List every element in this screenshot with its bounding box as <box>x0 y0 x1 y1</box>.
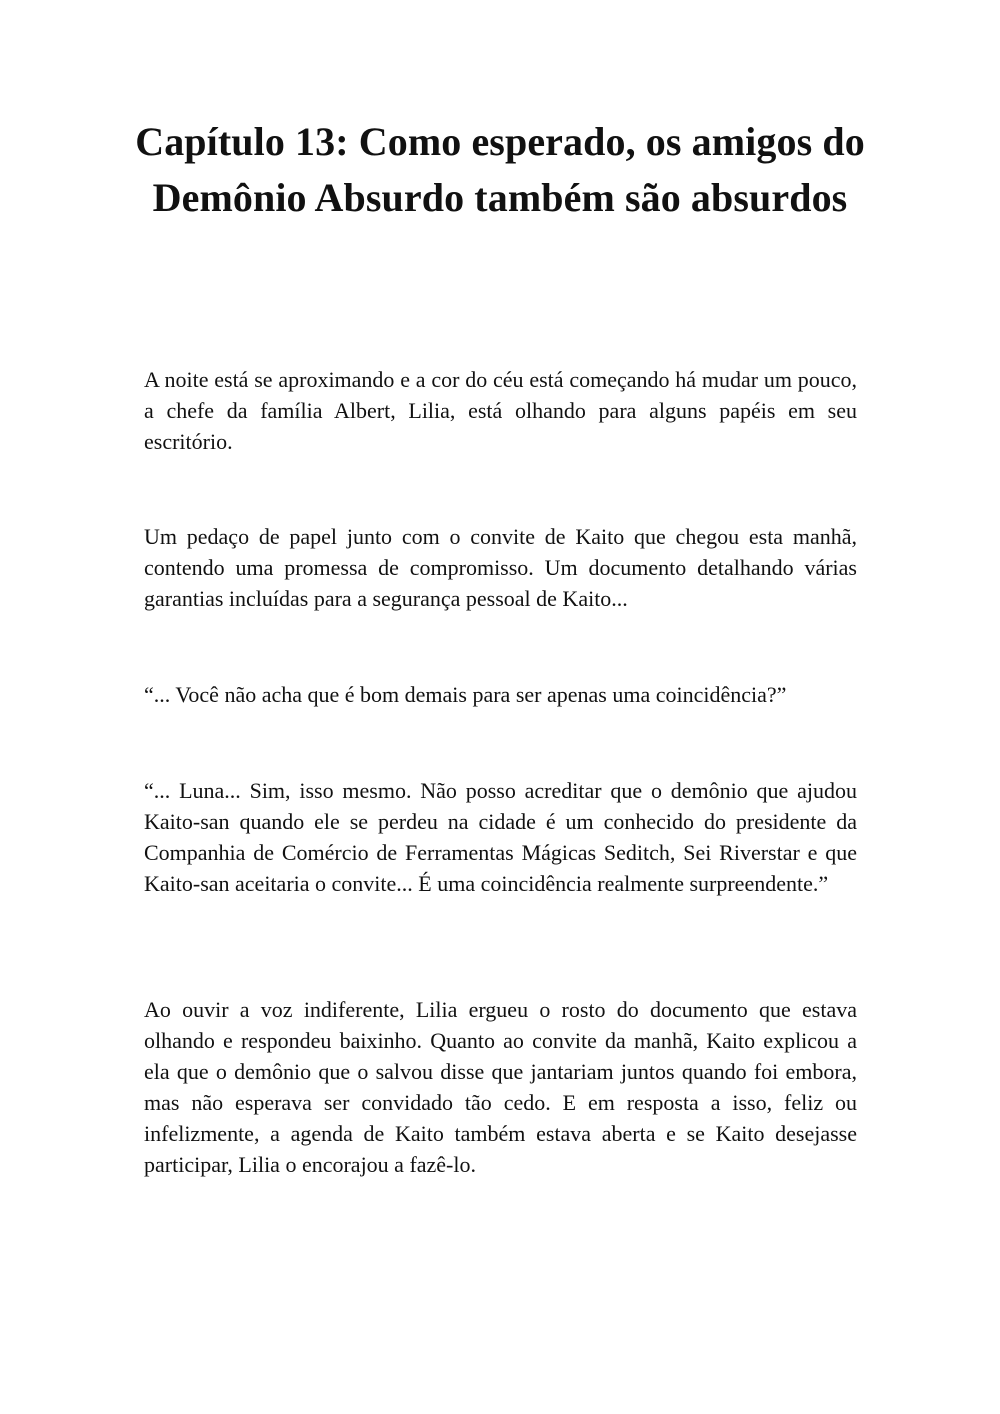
paragraph-1: A noite está se aproximando e a cor do céu está começando há mudar um pouco, a chefe da família Albert, Lilia, está olhando para alguns papéis em seu escritório. <box>144 367 857 454</box>
paragraph-5: Ao ouvir a voz indiferente, Lilia ergueu o rosto do documento que estava olhando e respondeu baixinho. Quanto ao convite da manhã, Kaito explicou a ela que o demônio que o salvou disse que jantariam juntos quando foi embora, mas não esperava ser convidado tão cedo. E em resposta a isso, feliz ou infelizmente, a agenda de Kaito também estava aberta e se Kaito desejasse participar, Lilia o encorajou a fazê-lo. <box>144 997 857 1177</box>
paragraph-4: “... Luna... Sim, isso mesmo. Não posso acreditar que o demônio que ajudou Kaito-san quando ele se perdeu na cidade é um conhecido do presidente da Companhia de Comércio de Ferramentas Mágicas Seditch, Sei Riverstar e que Kaito-san aceitaria o convite... É uma coincidência realmente surpreendente.” <box>144 778 857 896</box>
paragraph-3: “... Você não acha que é bom demais para ser apenas uma coincidência?” <box>144 682 787 707</box>
paragraph-2: Um pedaço de papel junto com o convite de Kaito que chegou esta manhã, contendo uma promessa de compromisso. Um documento detalhando várias garantias incluídas para a segurança pessoal de Kaito... <box>144 524 857 611</box>
chapter-title: Capítulo 13: Como esperado, os amigos do Demônio Absurdo também são absurdos <box>135 119 865 220</box>
